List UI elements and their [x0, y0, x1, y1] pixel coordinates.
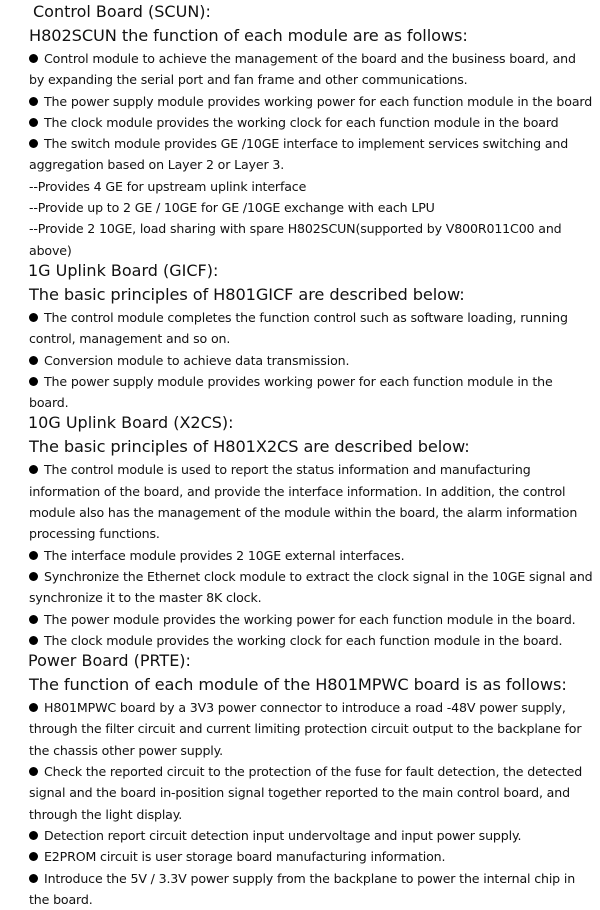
- section: [29, 651, 594, 910]
- bullet-icon: [29, 118, 38, 127]
- item-text: Detection report circuit detection input undervoltage and input power supply.: [44, 827, 522, 843]
- section-title: 1G Uplink Board (GICF):: [28, 260, 219, 280]
- item-text: Check the reported circuit to the protection of the fuse for fault detection, the detected signal and the board in-position signal together reported to the main control board, and through the light display.: [29, 764, 583, 822]
- bullet-item: [29, 846, 594, 867]
- bullet-icon: [29, 54, 38, 63]
- item-text: The control module completes the function control such as software loading, running control, management and so on.: [29, 309, 568, 347]
- bullet-item: [29, 307, 594, 350]
- item-text: Control module to achieve the management of the board and the business board, and by expanding the serial port and fan frame and other communications.: [29, 51, 576, 88]
- section-heading: H802SCUN the function of each module are as follows:: [29, 26, 468, 45]
- section-title: Control Board (SCUN):: [33, 2, 211, 21]
- bullet-icon: [29, 852, 38, 861]
- section-title: 10G Uplink Board (X2CS):: [28, 413, 234, 433]
- item-text: The clock module provides the working clock for each function module in the board: [44, 114, 559, 130]
- bullet-icon: [29, 636, 38, 645]
- item-text: The power supply module provides working power for each function module in the board.: [29, 373, 553, 411]
- bullet-item: [29, 133, 594, 176]
- bullet-item: [29, 48, 594, 91]
- bullet-item: [29, 630, 594, 651]
- bullet-item: [29, 350, 594, 371]
- section: [29, 413, 594, 651]
- bullet-item: [29, 545, 594, 566]
- item-text: E2PROM circuit is user storage board manufacturing information.: [44, 849, 446, 865]
- bullet-icon: [29, 465, 38, 474]
- bullet-icon: [29, 313, 38, 322]
- section-heading: The basic principles of H801X2CS are described below:: [29, 437, 470, 457]
- item-text: The clock module provides the working clock for each function module in the board.: [44, 632, 563, 648]
- section-heading: The basic principles of H801GICF are described below:: [29, 284, 465, 304]
- section: [29, 261, 594, 413]
- bullet-item: [29, 112, 594, 133]
- bullet-icon: [29, 767, 38, 776]
- bullet-item: [29, 697, 594, 761]
- bullet-item: [29, 371, 594, 414]
- item-text: The interface module provides 2 10GE external interfaces.: [44, 547, 405, 563]
- bullet-icon: [29, 377, 38, 386]
- item-text: H801MPWC board by a 3V3 power connector to introduce a road -48V power supply, through the filter circuit and current limiting protection circuit output to the backplane for the chassis other power supply.: [29, 700, 582, 758]
- bullet-item: [29, 868, 594, 910]
- bullet-item: [29, 825, 594, 846]
- bullet-icon: [29, 356, 38, 365]
- bullet-item: [29, 459, 594, 544]
- bullet-icon: [29, 703, 38, 712]
- bullet-icon: [29, 139, 38, 148]
- item-text: Conversion module to achieve data transmission.: [44, 352, 350, 368]
- item-text: Synchronize the Ethernet clock module to extract the clock signal in the 10GE signal and synchronize it to the master 8K clock.: [29, 568, 593, 606]
- item-text: --Provide 2 10GE, load sharing with spare H802SCUN(supported by V800R011C00 and above): [29, 221, 562, 258]
- item-text: The power module provides the working power for each function module in the board.: [44, 611, 576, 627]
- sub-item: [29, 218, 594, 261]
- section-title: Power Board (PRTE):: [28, 651, 191, 671]
- section-heading: The function of each module of the H801MPWC board is as follows:: [29, 675, 567, 695]
- item-text: Introduce the 5V / 3.3V power supply from the backplane to power the internal chip in the board.: [29, 870, 576, 907]
- bullet-item: [29, 91, 594, 112]
- section: [29, 2, 594, 261]
- bullet-icon: [29, 831, 38, 840]
- sub-item: [29, 176, 594, 197]
- item-text: --Provides 4 GE for upstream uplink interface: [29, 178, 307, 194]
- bullet-item: [29, 566, 594, 609]
- item-text: The switch module provides GE /10GE interface to implement services switching and aggregation based on Layer 2 or Layer 3.: [29, 136, 569, 173]
- bullet-item: [29, 609, 594, 630]
- bullet-icon: [29, 551, 38, 560]
- bullet-icon: [29, 615, 38, 624]
- item-text: The power supply module provides working power for each function module in the board: [44, 93, 593, 109]
- bullet-icon: [29, 97, 38, 106]
- item-text: --Provide up to 2 GE / 10GE for GE /10GE exchange with each LPU: [29, 200, 435, 216]
- bullet-icon: [29, 572, 38, 581]
- sub-item: [29, 197, 594, 218]
- bullet-item: [29, 761, 594, 825]
- item-text: The control module is used to report the status information and manufacturing information of the board, and provide the interface information. In addition, the control module also has the management of the module within the board, the alarm information processing functions.: [29, 462, 578, 542]
- bullet-icon: [29, 874, 38, 883]
